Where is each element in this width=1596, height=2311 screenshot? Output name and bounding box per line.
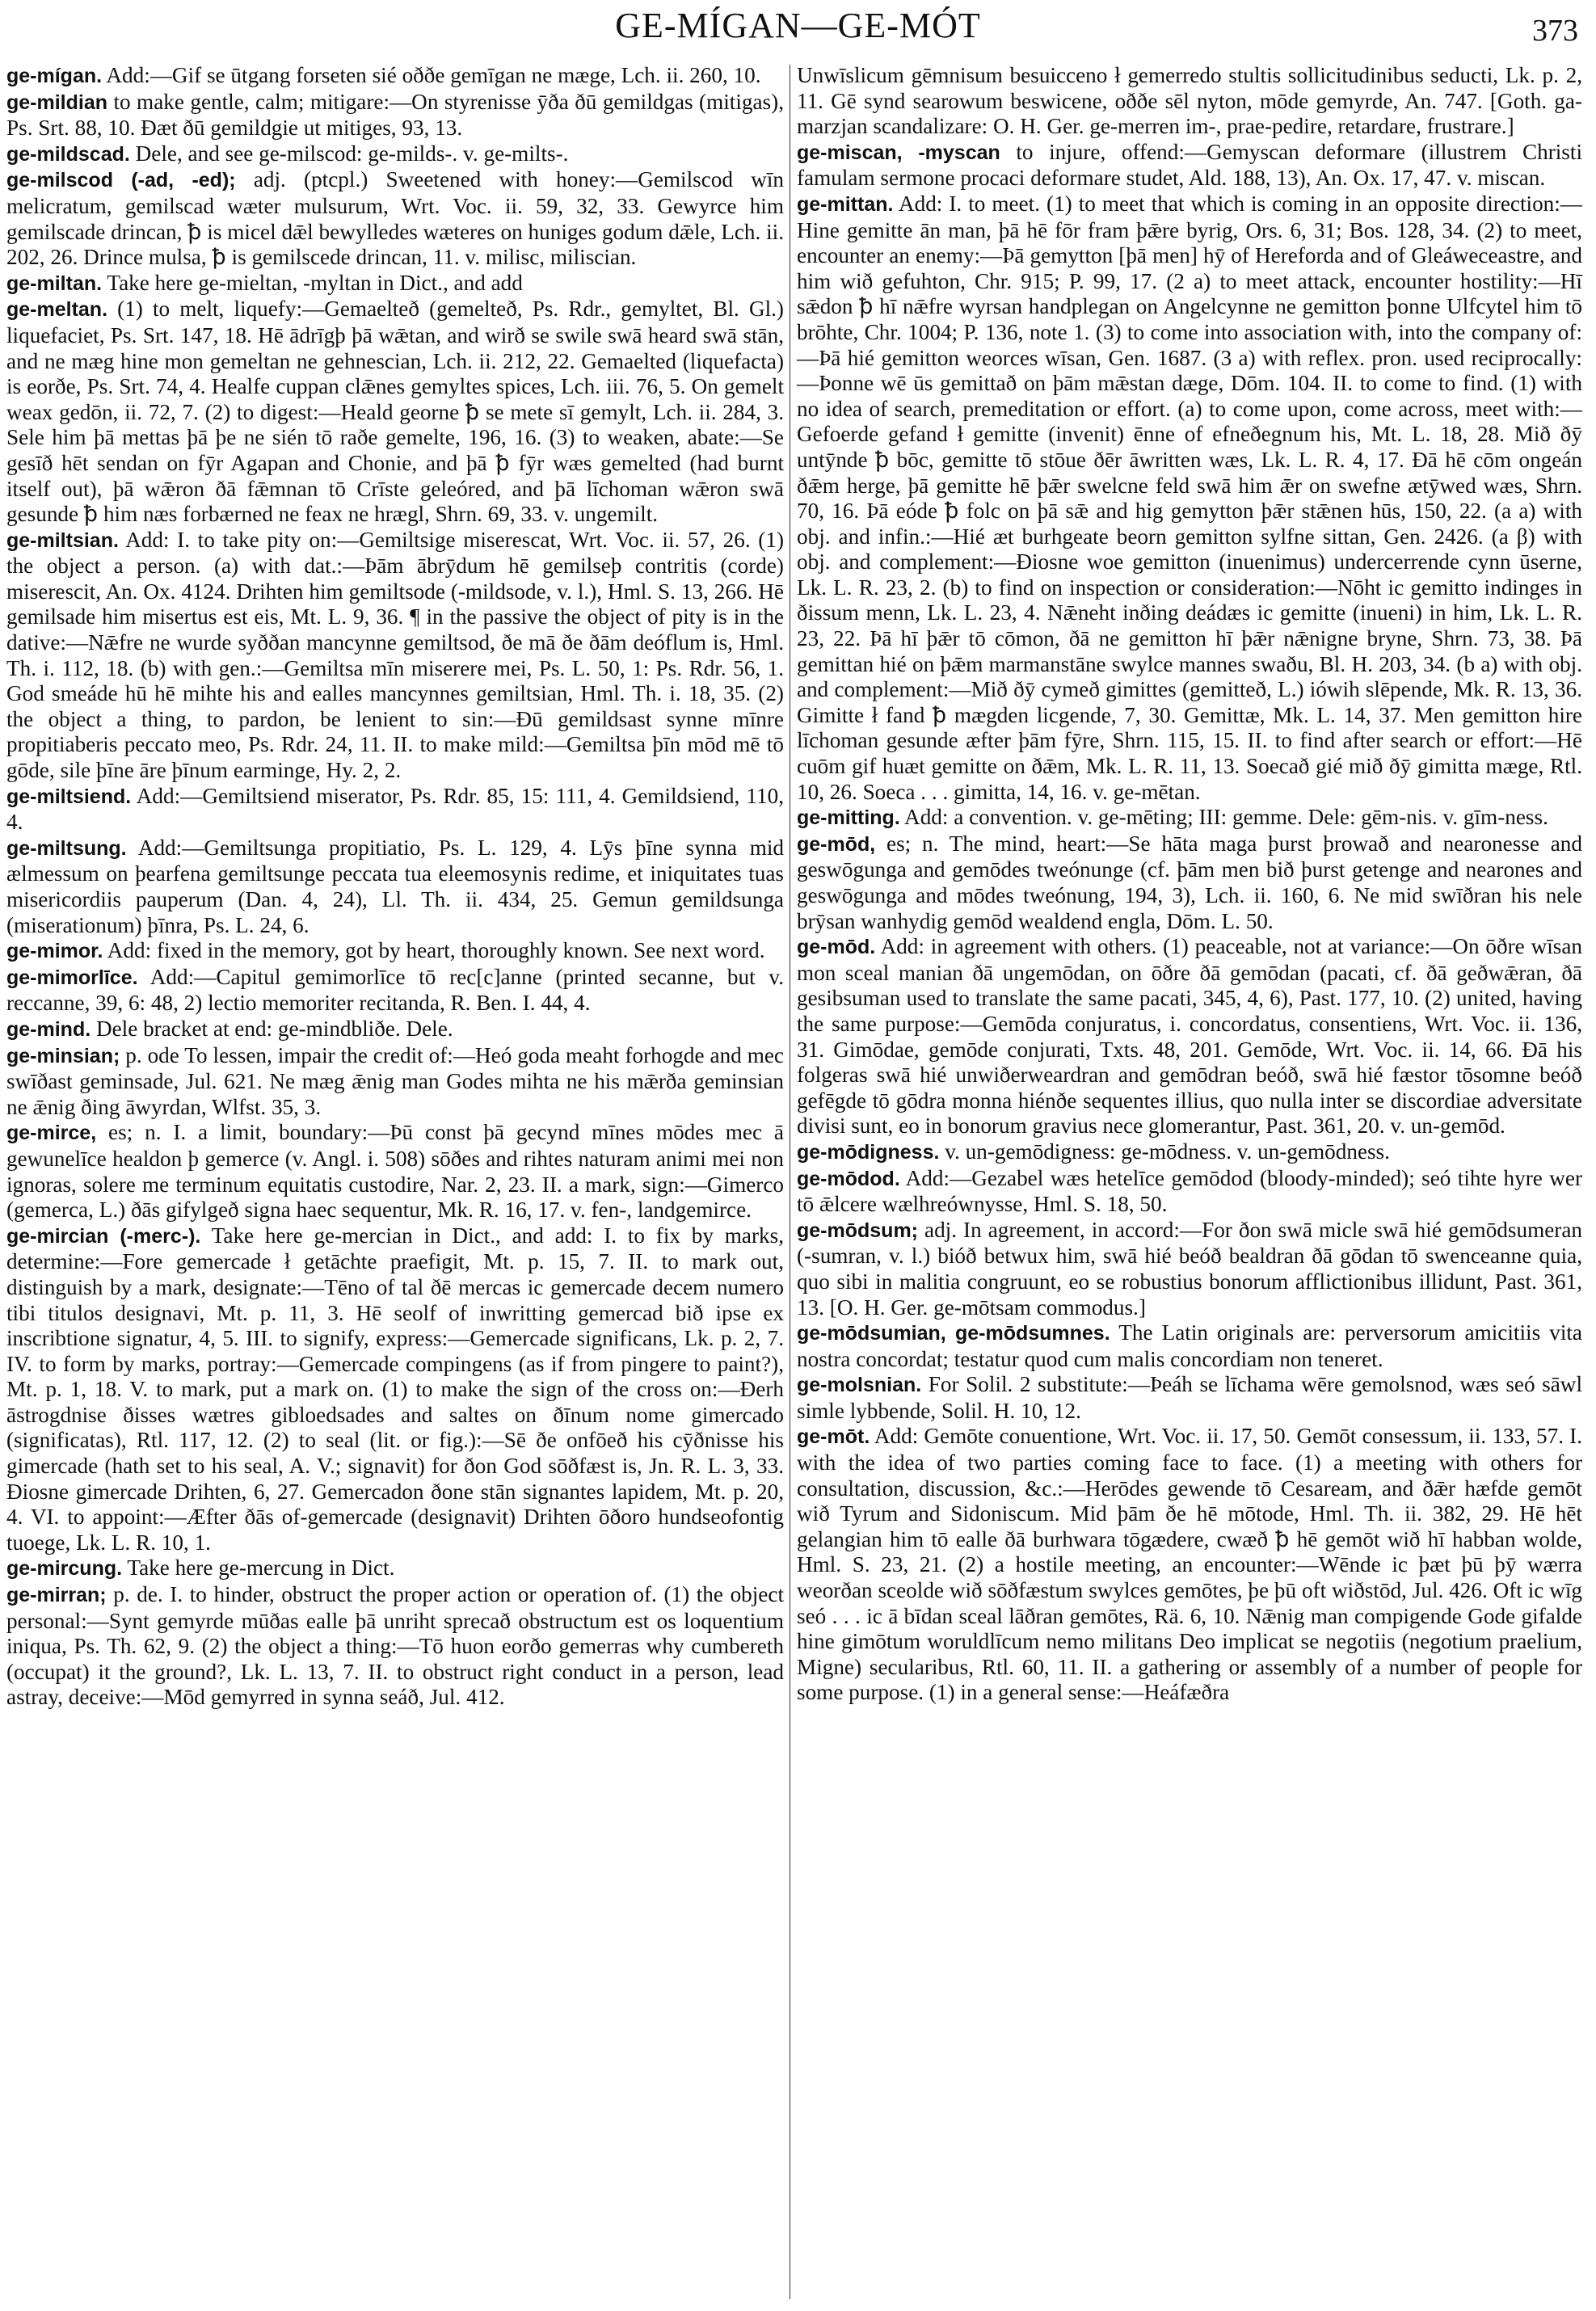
dictionary-entry bbox=[797, 1372, 1582, 1424]
entry-text: Add: in agreement with others. (1) peaceable, not at variance:—On ōðre wīsan mon sceal manian ðā ungemōdan, on ōðre ðā gemōdan (pacati, cf. ðā geðwǣran, ðā gesibsuman used to translate the same pacati, 345, 4, 6), Past. 177, 10. (2) united, having the same purpose:—Gemōda conjuratus, i. concordatus, consentiens, Wrt. Voc. ii. 136, 31. Gimōdae, gemōde conjurati, Txts. 48, 201. Gemōde, Wrt. Voc. ii. 14, 66. Ðā his folgeras swā hié unwiðerweardran and gemōdran beóð, swā hié fæstor tōsomne beóð gefēgde tō gōdra monna hiénðe sequentes illius, quo nulla inter se discordiae adversitate divisi sunt, eo in bonorum gravius nece glomerantur, Past. 361, 20. v. un-gemōd. bbox=[797, 934, 1582, 1139]
headword: ge-miscan, -myscan bbox=[797, 141, 1000, 164]
dictionary-entry bbox=[797, 1139, 1582, 1166]
running-title: GE-MÍGAN—GE-MÓT bbox=[615, 6, 981, 45]
entry-text: Take here ge-mercian in Dict., and add: I. to fix by marks, determine:—Fore gemercade ł getāchte praefigit, Mt. p. 15, 7. II. to mark out, distinguish by a mark, designate:—Tēno of tal ðē mercas ic gemercade decem numero tibi titulos designavi, Mt. p. 11, 3. Hē seolf of inwritting gemercad bið ipse ex inscribtione signatur, 4, 5. III. to signify, express:—Gemercade significans, Lk. p. 2, 7. IV. to form by marks, portray:—Gemercade compingens (as if from pingere to paint?), Mt. p. 1, 18. V. to mark, put a mark on. (1) to make the sign of the cross on:—Ðerh āstrogdnise ðisses wætres gibloedsades and saltes on ðīnum nome gimercado (significatas), Rtl. 117, 12. (2) to seal (lit. or fig.):—Sē ðe onfōeð his cȳðnisse his gimercade (hath set to his seal, A. V.; signavit) for ðon God sōðfæst is, Jn. R. L. 3, 33. Ðiosne gimercade Drihten, 6, 27. Gemercadon ðone stān signantes lapidem, Mt. p. 20, 4. VI. to appoint:—Æfter ðās of-gemercade (designavit) Drihten ōðoro hundseofontig tuoege, Lk. L. R. 10, 1. bbox=[6, 1223, 784, 1555]
entry-text: Add:—Gezabel wæs hetelīce gemōdod (bloody-minded); seó tihte hyre wer tō ǣlcere wælhreównysse, Hml. S. 18, 50. bbox=[797, 1165, 1582, 1217]
entry-text: Unwīslicum gēmnisum besuicceno ł gemerredo stultis sollicitudinibus seducti, Lk. p. 2, 11. Gē synd searowum beswicene, oððe sēl nyton, mōde gemyrde, An. 747. [Goth. ga-marzjan scandalizare: O. H. Ger. ge-merren im-, prae-pedire, retardare, frustrare.] bbox=[797, 63, 1582, 139]
dictionary-entry bbox=[797, 1166, 1582, 1218]
headword: ge-mōd, bbox=[797, 832, 876, 856]
entry-text: Add:—Gif se ūtgang forseten sié oððe gemīgan ne mæge, Lch. ii. 260, 10. bbox=[102, 63, 761, 87]
headword: ge-mōdod. bbox=[797, 1167, 900, 1190]
headword: ge-mōdsum; bbox=[797, 1219, 918, 1242]
headword: ge-mirce, bbox=[6, 1122, 97, 1145]
dictionary-entry bbox=[6, 528, 784, 784]
entry-text: Add:—Gemiltsunga propitiatio, Ps. L. 129, 4. Lȳs þīne synna mid ælmessum on þearfena gemiltsunge peccata tua eleemosynis redime, et iniquitates tuas misericordiis pauperum (Dan. 4, 24), Ll. Th. ii. 434, 25. Gemun gemildsunga (miserationum) þīnra, Ps. L. 24, 6. bbox=[6, 835, 784, 937]
entry-text: Take here ge-mercung in Dict. bbox=[122, 1555, 395, 1581]
headword: ge-mittan. bbox=[797, 192, 894, 216]
entry-text: p. de. I. to hinder, obstruct the proper action or operation of. (1) the object personal:—Synt gemyrde mūðas ealle þā unriht sprecað obstructum est os loquentium iniqua, Ps. Th. 62, 9. (2) the object a thing:—Tō huon eorðo gemerras why cumbereth (occupat) it the ground?, Lk. L. 13, 7. II. to obstruct right conduct in a person, lead astray, deceive:—Mōd gemyrred in synna seáð, Jul. 412. bbox=[6, 1582, 784, 1710]
headword: ge-mircung. bbox=[6, 1557, 123, 1581]
headword: ge-mildscad. bbox=[6, 142, 130, 166]
entry-text: Add: I. to take pity on:—Gemiltsige miserescat, Wrt. Voc. ii. 57, 26. (1) the object a person. (a) with dat.:—Þām ābrȳdum hē gemilseþ contritis (corde) miserescit, An. Ox. 4124. Drihten him gemiltsode (-mildsode, v. l.), Hml. S. 13, 266. Hē gemilsade him misertus est eis, Mt. L. 9, 36. ¶ in the passive the object of pity is in the dative:—Nǣfre ne wurde syððan mancynne gemiltsod, ðe mā ðe ðām deóflum is, Hml. Th. i. 112, 18. (b) with gen.:—Gemiltsa mīn miserere mei, Ps. L. 50, 1: Ps. Rdr. 56, 1. God smeáde hū hē mihte his and ealles mancynnes gemiltsian, Hml. Th. i. 18, 35. (2) the object a thing, to pardon, be lenient to sin:—Ðū gemildsast synne mīnre propitiaberis peccato meo, Ps. Rdr. 24, 11. II. to make mild:—Gemiltsa þīn mōd mē tō gōde, sile þīne āre þīnum earminge, Hy. 2, 2. bbox=[6, 527, 784, 783]
dictionary-entry bbox=[6, 141, 784, 168]
dictionary-entry bbox=[797, 831, 1582, 934]
headword: ge-milscod (-ad, -ed); bbox=[6, 169, 236, 192]
dictionary-entry bbox=[6, 784, 784, 836]
entry-text: Add: a convention. v. ge-mēting; III: gemme. Dele: gēm-nis. v. gīm-ness. bbox=[899, 805, 1548, 830]
page-header bbox=[0, 0, 1596, 57]
dictionary-entry bbox=[6, 271, 784, 297]
dictionary-entry bbox=[6, 1582, 784, 1711]
entry-text: p. ode To lessen, impair the credit of:—Heó goda meaht forhogde and mec swīðast geminsade, Jul. 621. Ne mæg ǣnig man Godes mihta ne his mǣrða geminsian ne ǣnig ðing āwyrdan, Wlfst. 35, 3. bbox=[6, 1042, 784, 1119]
left-column bbox=[6, 63, 784, 1711]
headword: ge-mimor. bbox=[6, 940, 103, 963]
entry-text: Add: fixed in the memory, got by heart, thoroughly known. See next word. bbox=[103, 938, 765, 963]
entry-text: adj. In agreement, in accord:—For ðon swā micle swā hié gemōdsumeran (-sumran, v. l.) bióð betwux him, swā hié beóð bealdran ðā gōdan tō swenceanne quia, quo sibi in malitia congruunt, eo se robustius bonorum afflictionibus illidunt, Past. 361, 13. [O. H. Ger. ge-mōtsam commodus.] bbox=[797, 1217, 1582, 1320]
dictionary-entry bbox=[797, 140, 1582, 192]
entry-text: Add: I. to meet. (1) to meet that which is coming in an opposite direction:—Hine gemitte ān man, þā hē fōr fram þǣre byrig, Ors. 6, 31; Bos. 128, 34. (2) to meet, encounter an enemy:—Þā gemytton [þā men] hȳ of Hereforda and of Gleáweceastre, and him wið gefuhton, Chr. 915; P. 99, 17. (2 a) to meet attack, encounter hostility:—Hī sǣdon ꝥ hī nǣfre wyrsan handplegan on Angelcynne ne gemitton þonne Ulfcytel him tō brōhte, Chr. 1004; P. 136, note 1. (3) to come into association with, into the company of:—Þā hié gemitton weorces wīsan, Gen. 1687. (3 a) with reflex. pron. used reciprocally:—Þonne wē ūs gemittað on þām mǣstan dæge, Dōm. 104. II. to come to find. (1) with no idea of search, premeditation or effort. (a) to come upon, come across, meet with:—Gefoerde gefand ł gemitte (invenit) ēnne of efneðegnum his, Mt. L. 18, 28. Mið ðȳ untȳnde ꝥ bōc, gemitte tō stōue ðēr āwritten wæs, Lk. L. R. 4, 17. Ðā hē cōm ongeán ðǣm herge, þā gemitte hē þǣr swelcne feld swā him ǣr on swefne ætȳwed wæs, Shrn. 70, 16. Þā eóde ꝥ folc on þā sǣ and hig gemytton þǣr stǣnen hūs, 150, 22. (a a) with obj. and infin.:—Hié æt burhgeate beorn gemitton sylfne sittan, Gen. 2426. (a β) with obj. and complement:—Ðiosne woe gemitton (inuenimus) undercerrende cynn ūserne, Lk. L. R. 23, 2. (b) to find on inspection or consideration:—Nōht ic gemitto indinges in ðissum menn, Lk. L. 23, 4. Nǣneht inðing deádæs ic gemitte (inueni) in him, Lk. L. R. 23, 22. Þā hī þǣr tō cōmon, ðā ne gemitton hī þǣr nǣnigne bryne, Shrn. 73, 38. Þā gemittan hié on þǣm marmanstāne swylce mannes swaðu, Bl. H. 203, 34. (b a) with obj. and complement:—Mið ðȳ cymeð gimittes (gemitteð, L.) iówih slēpende, Mk. R. 13, 36. Gimitte ł fand ꝥ mægden licgende, 7, 30. Gemittæ, Mk. L. 14, 37. Men gemitton hire līchoman gesunde æfter þām fȳre, Shrn. 115, 15. II. to find after search or effort:—Hē cuōm gif huæt gemitte on ðǣm, Mk. L. R. 11, 13. Soecað gié mið ðȳ gimitta mæge, Rtl. 10, 26. Soeca . . . gimitta, 14, 16. v. ge-mētan. bbox=[797, 191, 1582, 804]
headword: ge-miltsiend. bbox=[6, 785, 132, 808]
page-number: 373 bbox=[1532, 14, 1578, 48]
entry-text: Add: Gemōte conuentione, Wrt. Voc. ii. 17, 50. Gemōt consessum, ii. 133, 57. I. with the idea of two parties coming face to face. (1) a meeting with others for consultation, discussion, &c.:—Herōdes gewende tō Cesaream, and ðǣr hæfde gemōt wið Tyrum and Sidoniscum. Mid þām ðe hē mōtode, Hml. Th. ii. 382, 29. Hē hēt gelangian him tō ealle ðā burhwara tōgædere, cwæð ꝥ hē gemōt wið hī habban wolde, Hml. S. 23, 21. (2) a hostile meeting, an encounter:—Wēnde ic þæt þū þȳ wærra weorðan sceolde wið sōðfæstum swylces gemōtes, þe þū oft wiðstōd, Jul. 426. Oft ic wīg seó . . . ic ā bīdan sceal lāðran gemōtes, Rä. 6, 10. Nǣnig man compigende Gode gifalde hine gimōtum woruldlīcum nemo militans Deo implicat se negotiis (negotium praelium, Migne) secularibus, Rtl. 60, 11. II. a gathering or assembly of a number of people for some purpose. (1) in a general sense:—Heáfæðra bbox=[797, 1424, 1582, 1705]
dictionary-entry bbox=[797, 805, 1582, 831]
dictionary-entry bbox=[6, 167, 784, 270]
dictionary-entry bbox=[6, 1017, 784, 1043]
entry-text: Take here ge-mieltan, -myltan in Dict., and add bbox=[102, 270, 523, 295]
headword: ge-miltan. bbox=[6, 272, 103, 295]
dictionary-entry bbox=[6, 90, 784, 141]
headword: ge-minsian; bbox=[6, 1044, 120, 1067]
dictionary-entry bbox=[6, 1120, 784, 1223]
dictionary-entry bbox=[797, 934, 1582, 1139]
entry-text: Add:—Gemiltsiend miserator, Ps. Rdr. 85, 15: 111, 4. Gemildsiend, 110, 4. bbox=[6, 783, 784, 835]
entry-text: (1) to melt, liquefy:—Gemaelteð (gemelteð, Ps. Rdr., gemyltet, Bl. Gl.) liquefaciet, Ps. Srt. 147, 18. Hē ādrīgþ þā wǣtan, and wirð se swile swā heard swā stān, and ne mæg hine mon gemeltan ne gehnescian, Lch. ii. 212, 22. Gemaelted (liquefacta) is eorðe, Ps. Srt. 74, 4. Healfe cuppan clǣnes gemyltes spices, Lch. iii. 76, 5. On gemelt weax gedōn, ii. 72, 7. (2) to digest:—Heald georne ꝥ se mete sī gemylt, Lch. ii. 284, 3. Sele him þā mettas þā þe ne sién tō raðe gemelte, 196, 16. (3) to weaken, abate:—Se gesīð hēt sendan on fȳr Agapan and Chonie, and þā ꝥ fȳr wæs gemelted (had burnt itself out), þā wǣron ðā fǣmnan tō Crīste geleóred, and þā līchoman wǣron swā gesunde ꝥ him næs forbærned ne feax ne hrægl, Shrn. 69, 33. v. ungemilt. bbox=[6, 297, 784, 527]
headword: ge-mitting. bbox=[797, 806, 900, 830]
dictionary-entry bbox=[797, 192, 1582, 805]
entry-text: es; n. I. a limit, boundary:—Þū const þā gecynd mīnes mōdes mec ā gewunelīce healdon þ gemerce (v. Angl. i. 508) sōðes and rihtes naturam animi mei non ignoras, solere me terminum equitatis custodire, Nar. 2, 23. II. a mark, sign:—Gimerco (gemerca, L.) ðās gifylgeð signa haec sequentur, Mk. R. 16, 17. v. fen-, landgemirce. bbox=[6, 1120, 784, 1223]
entry-text: to make gentle, calm; mitigare:—On styrenisse ȳða ðū gemildgas (mitigas), Ps. Srt. 88, 10. Ðæt ðū gemildgie ut mitiges, 93, 13. bbox=[6, 89, 784, 141]
entry-text: Dele, and see ge-milscod: ge-milds-. v. ge-milts-. bbox=[129, 141, 569, 166]
dictionary-entry bbox=[797, 1218, 1582, 1320]
dictionary-entry bbox=[797, 63, 1582, 140]
headword: ge-meltan. bbox=[6, 298, 108, 322]
headword: ge-molsnian. bbox=[797, 1374, 922, 1397]
entry-text: adj. (ptcpl.) Sweetened with honey:—Gemilscod wīn melicratum, gemilscad wæter mulsurum, Wrt. Voc. ii. 59, 32, 33. Gewyrce him gemilscade drincan, ꝥ is micel dǣl bewylledes wæteres on huniges godum dǣle, Lch. ii. 202, 26. Drince mulsa, ꝥ is gemilscede drincan, 11. v. milisc, miliscian. bbox=[6, 167, 784, 270]
headword: ge-miltsung. bbox=[6, 836, 127, 860]
headword: ge-mimorlīce. bbox=[6, 966, 138, 989]
entry-text: For Solil. 2 substitute:—Þeáh se līchama wēre gemolsnod, wæs seó sāwl simle lybbende, Solil. H. 10, 12. bbox=[797, 1372, 1582, 1423]
dictionary-entry bbox=[6, 1223, 784, 1556]
headword: ge-mōdigness. bbox=[797, 1140, 940, 1164]
headword: ge-mōd. bbox=[797, 936, 876, 959]
headword: ge-mircian (-merc-). bbox=[6, 1224, 201, 1248]
dictionary-entry bbox=[6, 965, 784, 1017]
entry-text: The Latin originals are: perversorum amicitiis vita nostra concordat; testatur quod cum malis concordiam non teneret. bbox=[797, 1320, 1582, 1371]
headword: ge-mirran; bbox=[6, 1584, 107, 1607]
headword: ge-mind. bbox=[6, 1017, 91, 1041]
dictionary-entry bbox=[6, 63, 784, 90]
headword: ge-mōt. bbox=[797, 1425, 870, 1449]
headword: ge-mígan. bbox=[6, 65, 103, 87]
entry-text: to injure, offend:—Gemyscan deformare (illustrem Christi famulam sermone procaci deformare studet, Ald. 188, 13), An. Ox. 17, 47. v. miscan. bbox=[797, 139, 1582, 191]
dictionary-entry bbox=[6, 1555, 784, 1582]
entry-text: Dele bracket at end: ge-mindbliðe. Dele. bbox=[91, 1016, 453, 1041]
headword: ge-mōdsumian, ge-mōdsumnes. bbox=[797, 1322, 1110, 1345]
dictionary-entry bbox=[6, 836, 784, 938]
dictionary-entry bbox=[6, 297, 784, 527]
entry-text: v. un-gemōdigness: ge-mōdness. v. un-gemōdness. bbox=[939, 1139, 1390, 1164]
headword: ge-mildian bbox=[6, 91, 108, 114]
dictionary-entry bbox=[6, 938, 784, 965]
headword: ge-miltsian. bbox=[6, 528, 119, 552]
dictionary-entry bbox=[6, 1043, 784, 1121]
entry-text: Add:—Capitul gemimorlīce tō rec[c]anne (printed secanne, but v. reccanne, 39, 6: 48, 2) lectio memoriter recitanda, R. Ben. I. 44, 4. bbox=[6, 964, 784, 1016]
dictionary-entry bbox=[797, 1424, 1582, 1706]
right-column bbox=[797, 63, 1582, 1706]
entry-text: es; n. The mind, heart:—Se hāta maga þurst þrowað and nearonesse and geswōgunga and gemōdes tweónunge (cf. þām men bið þurst getenge and nearones and geswōgunga and mōdes tweónung, 194, 3), Lch. ii. 160, 6. Ne mid swīðran his nele brȳsan wanhydig gemōd wealdend engla, Dōm. L. 50. bbox=[797, 831, 1582, 933]
dictionary-entry bbox=[797, 1320, 1582, 1372]
